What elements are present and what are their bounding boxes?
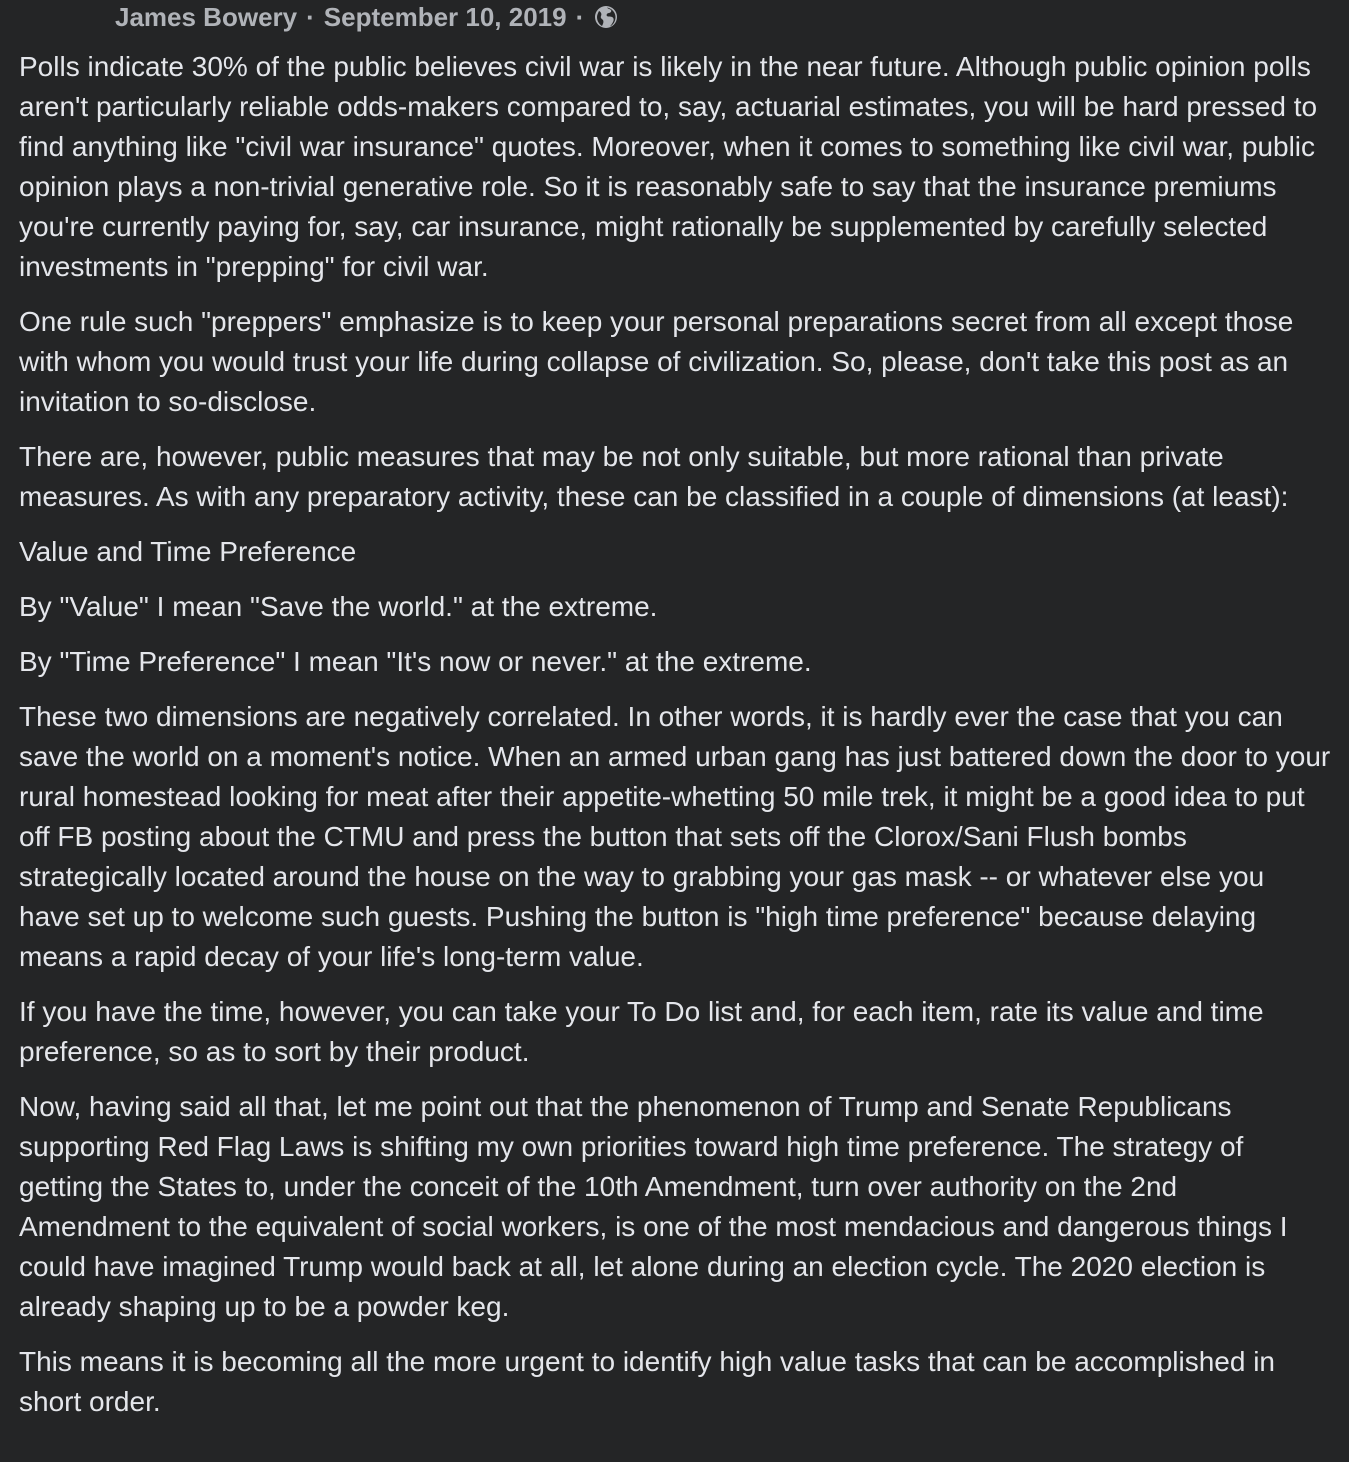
- globe-icon[interactable]: [593, 4, 619, 30]
- paragraph: Value and Time Preference: [19, 536, 357, 567]
- post-date[interactable]: September 10, 2019: [323, 1, 567, 32]
- paragraph: By "Value" I mean "Save the world." at the extreme.: [19, 591, 658, 622]
- paragraph: There are, however, public measures that may be not only suitable, but more rational than private measures. As with any preparatory activity, these can be classified in a couple of dimensions (at least):: [19, 441, 1289, 512]
- paragraph: If you have the time, however, you can take your To Do list and, for each item, rate its value and time preference, so as to sort by their product.: [19, 996, 1264, 1067]
- paragraph: Now, having said all that, let me point out that the phenomenon of Trump and Senate Republicans supporting Red Flag Laws is shifting my own priorities toward high time preference. The strategy of getting the States to, under the conceit of the 10th Amendment, turn over authority on the 2nd Amendment to the equivalent of social workers, is one of the most mendacious and dangerous things I could have imagined Trump would back at all, let alone during an election cycle. The 2020 election is already shaping up to be a powder keg.: [19, 1091, 1288, 1322]
- post-body: [19, 47, 1331, 1437]
- paragraph: One rule such "preppers" emphasize is to keep your personal preparations secret from all except those with whom you would trust your life during collapse of civilization. So, please, don't take this post as an invitation to so-disclose.: [19, 306, 1294, 417]
- separator: ·: [575, 1, 585, 32]
- paragraph: These two dimensions are negatively correlated. In other words, it is hardly ever the case that you can save the world on a moment's notice. When an armed urban gang has just battered down the door to your rural homestead looking for meat after their appetite-whetting 50 mile trek, it might be a good idea to put off FB posting about the CTMU and press the button that sets off the Clorox/Sani Flush bombs strategically located around the house on the way to grabbing your gas mask -- or whatever else you have set up to welcome such guests. Pushing the button is "high time preference" because delaying means a rapid decay of your life's long-term value.: [19, 701, 1331, 972]
- paragraph: This means it is becoming all the more urgent to identify high value tasks that can be accomplished in short order.: [19, 1346, 1275, 1417]
- post-header: [115, 0, 619, 34]
- author-name[interactable]: James Bowery: [115, 1, 298, 32]
- paragraph: By "Time Preference" I mean "It's now or never." at the extreme.: [19, 646, 812, 677]
- paragraph: Polls indicate 30% of the public believes civil war is likely in the near future. Although public opinion polls aren't particularly reliable odds-makers compared to, say, actuarial estimates, you will be hard pressed to find anything like "civil war insurance" quotes. Moreover, when it comes to something like civil war, public opinion plays a non-trivial generative role. So it is reasonably safe to say that the insurance premiums you're currently paying for, say, car insurance, might rationally be supplemented by carefully selected investments in "prepping" for civil war.: [19, 51, 1318, 282]
- separator: ·: [306, 1, 315, 32]
